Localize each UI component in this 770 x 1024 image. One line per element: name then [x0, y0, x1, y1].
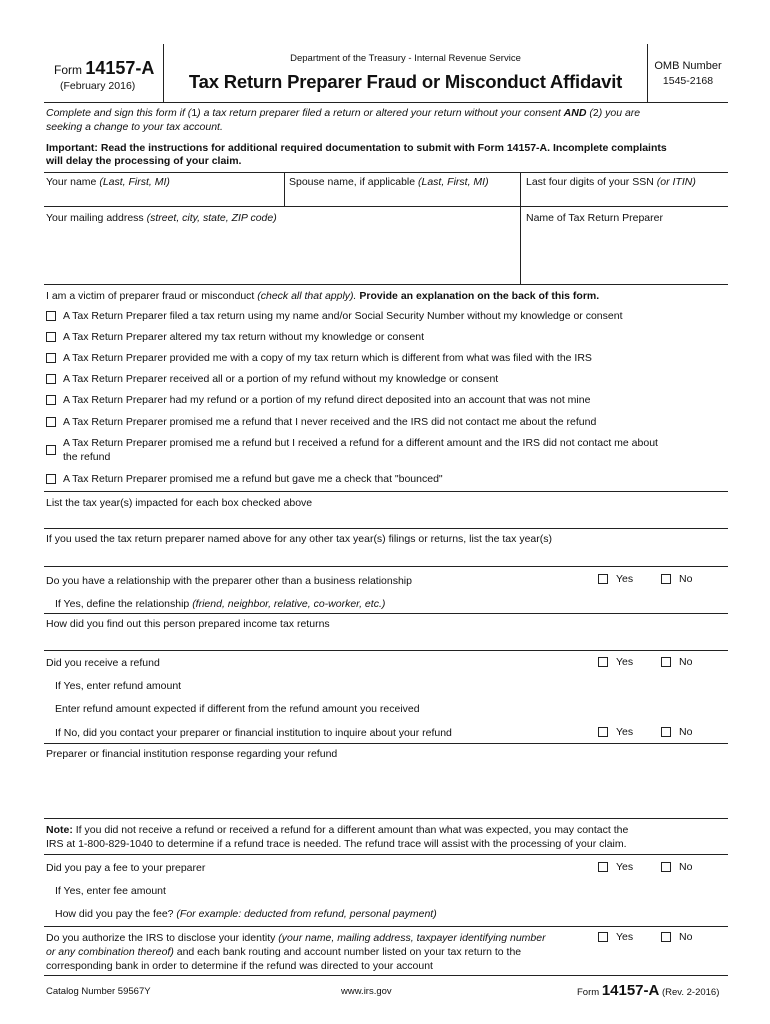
fee-question: Did you pay a fee to your preparer — [46, 862, 206, 874]
yes-label: Yes — [616, 861, 634, 873]
refund-expected-label: Enter refund amount expected if different from the refund amount you received — [55, 703, 420, 715]
refund-amount-label: If Yes, enter refund amount — [55, 680, 182, 692]
relationship-yes-checkbox[interactable] — [598, 574, 608, 584]
victim-item-7-cont: the refund — [63, 451, 111, 463]
refund-amount-input[interactable] — [200, 678, 728, 694]
prompt-text: I am a victim of preparer fraud or misconduct — [46, 290, 258, 302]
yes-label: Yes — [616, 656, 634, 668]
form-date: (February 2016) — [60, 80, 136, 92]
how-found-label: How did you find out this person prepared income tax returns — [46, 618, 330, 630]
address-input[interactable] — [44, 226, 520, 284]
victim-checkbox-6[interactable] — [46, 417, 56, 427]
note-line-2: IRS at 1-800-829-1040 to determine if a refund trace is needed. The refund trace will assist with the processing of your claim. — [46, 838, 627, 850]
relationship-no-checkbox[interactable] — [661, 574, 671, 584]
authorize-text: Do you authorize the IRS to disclose your identity — [46, 932, 279, 944]
fee-amount-label: If Yes, enter fee amount — [55, 885, 166, 897]
victim-checkbox-1[interactable] — [46, 311, 56, 321]
note-text: If you did not receive a refund or received a refund for a different amount than what was expected, you may contact the — [72, 824, 629, 836]
label-hint: (street, city, state, ZIP code) — [146, 212, 277, 224]
no-label: No — [679, 656, 693, 668]
fee-no-checkbox[interactable] — [661, 862, 671, 872]
form-id — [54, 58, 154, 79]
fee-how-input[interactable] — [470, 906, 728, 922]
footer-form-id — [577, 982, 719, 999]
victim-checkbox-5[interactable] — [46, 395, 56, 405]
authorize-hint: or any combination thereof) — [46, 946, 174, 958]
fee-amount-input[interactable] — [185, 883, 728, 899]
fee-yes-checkbox[interactable] — [598, 862, 608, 872]
victim-item-6: A Tax Return Preparer promised me a refund that I never received and the IRS did not contact me about the refund — [63, 416, 597, 428]
catalog-number: Catalog Number 59567Y — [46, 986, 151, 997]
refund-yes-checkbox[interactable] — [598, 657, 608, 667]
form-id-box — [44, 44, 164, 103]
other-years-input[interactable] — [44, 546, 728, 566]
no-label: No — [679, 726, 693, 738]
yes-label: Yes — [616, 931, 634, 943]
refund-question: Did you receive a refund — [46, 657, 160, 669]
ssn-label — [526, 176, 696, 188]
authorize-yes-checkbox[interactable] — [598, 932, 608, 942]
spouse-name-input[interactable] — [285, 188, 520, 206]
spouse-name-label — [289, 176, 489, 188]
how-found-input[interactable] — [44, 631, 728, 650]
form-title: Tax Return Preparer Fraud or Misconduct Affidavit — [188, 71, 623, 92]
form-title-box — [164, 44, 648, 103]
ssn-input[interactable] — [521, 188, 728, 206]
yes-label: Yes — [616, 726, 634, 738]
preparer-name-label: Name of Tax Return Preparer — [526, 212, 663, 224]
victim-item-5: A Tax Return Preparer had my refund or a portion of my refund direct deposited into an account that was not mine — [63, 394, 591, 406]
no-label: No — [679, 861, 693, 873]
victim-item-2: A Tax Return Preparer altered my tax return without my knowledge or consent — [63, 331, 425, 343]
no-label: No — [679, 573, 693, 585]
prompt-bold: Provide an explanation on the back of this form. — [356, 290, 600, 302]
victim-item-3: A Tax Return Preparer provided me with a copy of my tax return which is different from what was filed with the IRS — [63, 352, 592, 364]
authorize-hint: (your name, mailing address, taxpayer identifying number — [278, 932, 546, 944]
intro-text: Complete and sign this form if ( — [46, 107, 192, 119]
authorize-line-3: corresponding bank in order to determine if the refund was directed to your account — [46, 960, 433, 972]
authorize-text: and each bank routing and account number listed on your tax return to the — [173, 946, 522, 958]
label-hint: (Last, First, MI) — [418, 176, 489, 188]
preparer-name-input[interactable] — [521, 226, 728, 284]
form-header — [44, 44, 728, 103]
important-line-1: Important: Read the instructions for additional required documentation to submit with Form 14157-A. Incomplete complaints — [46, 142, 667, 154]
victim-checkbox-2[interactable] — [46, 332, 56, 342]
authorize-no-checkbox[interactable] — [661, 932, 671, 942]
form-number: 14157-A — [85, 58, 155, 78]
victim-item-4: A Tax Return Preparer received all or a portion of my refund without my knowledge or consent — [63, 373, 499, 385]
response-input[interactable] — [44, 762, 728, 817]
department: Department of the Treasury - Internal Revenue Service — [290, 53, 521, 64]
intro-line-1 — [46, 107, 640, 119]
note-line-1 — [46, 824, 628, 836]
label-text: Your mailing address — [46, 212, 147, 224]
omb-number: 1545-2168 — [662, 75, 714, 87]
label-hint: (friend, neighbor, relative, co-worker, etc.) — [192, 598, 386, 610]
intro-text: ( — [586, 107, 593, 119]
label-hint: (or ITIN) — [656, 176, 696, 188]
victim-item-7: A Tax Return Preparer promised me a refund but I received a refund for a different amount and the IRS did not contact me about — [63, 437, 658, 449]
irs-url: www.irs.gov — [341, 986, 392, 997]
intro-num-2: 2 — [592, 107, 599, 119]
label-text: Last four digits of your SSN — [526, 176, 657, 188]
footer-form-word: Form — [577, 987, 602, 998]
intro-line-2: seeking a change to your tax account. — [46, 121, 223, 133]
intro-text: ) a tax return preparer filed a return or altered your return without your consent — [197, 107, 564, 119]
no-label: No — [679, 931, 693, 943]
contacted-question: If No, did you contact your preparer or financial institution to inquire about your refund — [55, 727, 452, 739]
victim-checkbox-4[interactable] — [46, 374, 56, 384]
form-word: Form — [54, 63, 82, 77]
tax-years-input[interactable] — [44, 510, 728, 528]
label-hint: (For example: deducted from refund, personal payment) — [176, 908, 437, 920]
victim-checkbox-7[interactable] — [46, 445, 56, 455]
response-label: Preparer or financial institution response regarding your refund — [46, 748, 338, 760]
footer-rev: (Rev. 2-2016) — [659, 987, 720, 998]
footer-form-number: 14157-A — [601, 982, 660, 999]
victim-prompt — [46, 290, 599, 302]
relationship-define-label — [55, 598, 385, 610]
victim-checkbox-3[interactable] — [46, 353, 56, 363]
authorize-line-1 — [46, 932, 546, 944]
victim-item-1: A Tax Return Preparer filed a tax return using my name and/or Social Security Number without my knowledge or consent — [63, 310, 623, 322]
your-name-input[interactable] — [44, 188, 284, 206]
prompt-hint: (check all that apply). — [257, 290, 357, 302]
your-name-label — [46, 176, 170, 188]
relationship-define-input[interactable] — [420, 596, 728, 612]
other-years-label: If you used the tax return preparer named above for any other tax year(s) filings or returns, list the tax year(s) — [46, 533, 552, 545]
label-text: Spouse name, if applicable — [289, 176, 418, 188]
authorize-line-2 — [46, 946, 521, 958]
victim-item-8: A Tax Return Preparer promised me a refund but gave me a check that "bounced" — [63, 473, 443, 485]
intro-and: AND — [563, 107, 587, 119]
label-text: If Yes, define the relationship — [55, 598, 193, 610]
label-text: How did you pay the fee? — [55, 908, 177, 920]
intro-text: ) you are — [598, 107, 641, 119]
note-label: Note: — [46, 824, 73, 836]
refund-no-checkbox[interactable] — [661, 657, 671, 667]
relationship-question: Do you have a relationship with the preparer other than a business relationship — [46, 575, 412, 587]
label-hint: (Last, First, MI) — [99, 176, 170, 188]
omb-box — [648, 44, 728, 103]
important-line-2: will delay the processing of your claim. — [46, 155, 242, 167]
contacted-no-checkbox[interactable] — [661, 727, 671, 737]
fee-how-label — [55, 908, 437, 920]
label-text: Your name — [46, 176, 100, 188]
tax-years-label: List the tax year(s) impacted for each box checked above — [46, 497, 313, 509]
refund-expected-input[interactable] — [455, 701, 728, 717]
omb-label: OMB Number — [654, 60, 722, 72]
victim-checkbox-8[interactable] — [46, 474, 56, 484]
contacted-yes-checkbox[interactable] — [598, 727, 608, 737]
intro-num-1: 1 — [191, 107, 198, 119]
address-label — [46, 212, 277, 224]
yes-label: Yes — [616, 573, 634, 585]
